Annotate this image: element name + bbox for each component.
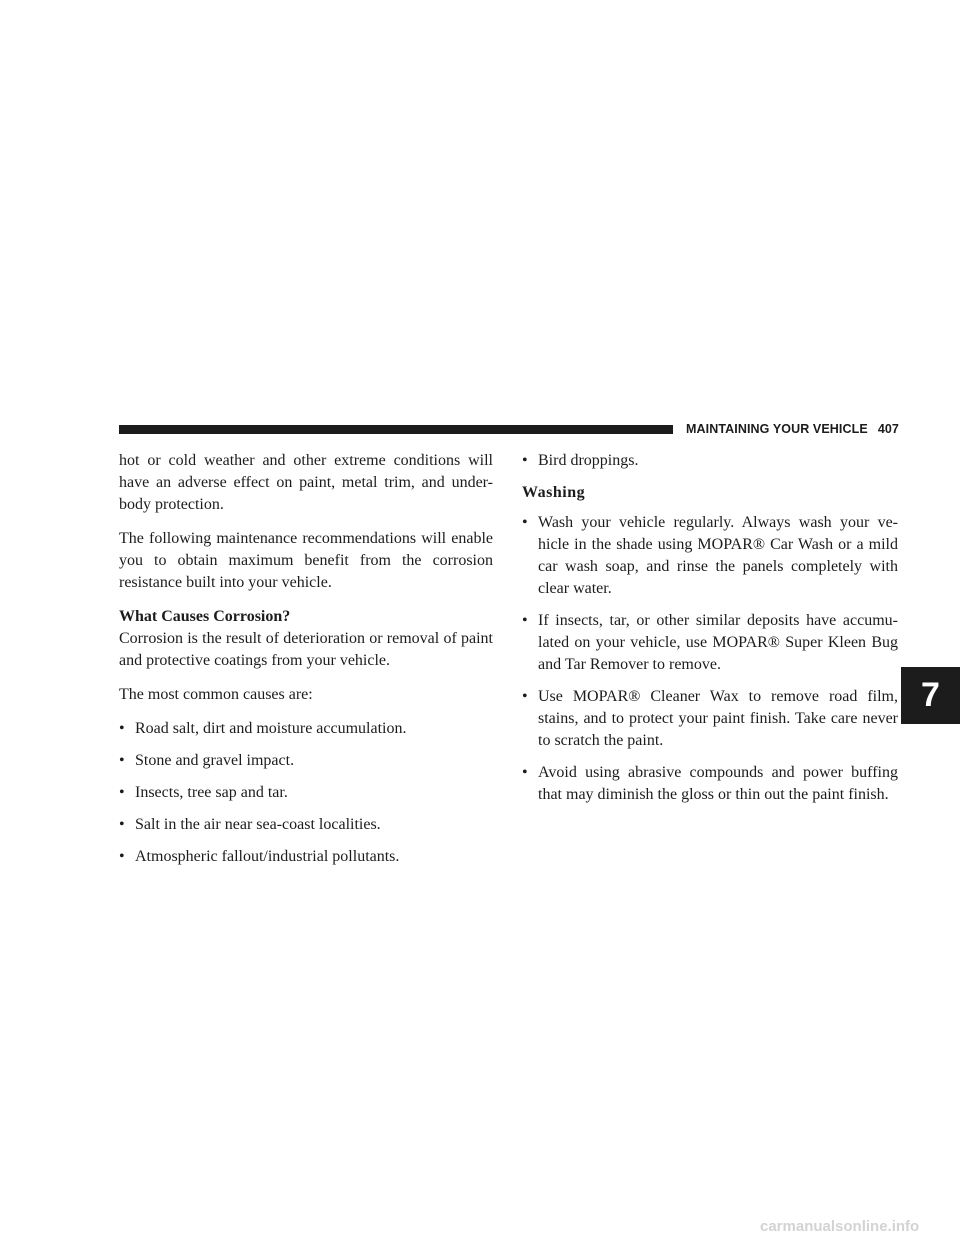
list-item: • Stone and gravel impact. <box>119 750 493 772</box>
list-item: • Insects, tree sap and tar. <box>119 782 493 804</box>
list-item: • Avoid using abrasive compounds and power buffing that may diminish the gloss or thin out the paint finish. <box>522 762 898 806</box>
list-item: • Salt in the air near sea-coast localities. <box>119 814 493 836</box>
list-item: • Road salt, dirt and moisture accumulation. <box>119 718 493 740</box>
bullet-icon: • <box>119 720 125 737</box>
section-heading: Washing <box>522 484 586 501</box>
running-header <box>686 422 899 436</box>
list-item: • Wash your vehicle regularly. Always wash your ve-hicle in the shade using MOPAR® Car Wash or a mild car wash soap, and rinse the panels completely with clear water. <box>522 512 898 600</box>
right-column <box>522 450 898 816</box>
bullet-icon: • <box>119 784 125 801</box>
list-item: • If insects, tar, or other similar deposits have accumu-lated on your vehicle, use MOPAR® Super Kleen Bug and Tar Remover to remove. <box>522 610 898 676</box>
page-number: 407 <box>877 422 899 436</box>
paragraph: The most common causes are: <box>119 686 313 703</box>
watermark: carmanualsonline.info <box>760 1218 920 1235</box>
list-item: • Bird droppings. <box>522 450 898 472</box>
bullet-icon: • <box>522 612 528 629</box>
list-item: • Use MOPAR® Cleaner Wax to remove road film, stains, and to protect your paint finish. Take care never to scratch the paint. <box>522 686 898 752</box>
header-rule <box>119 425 673 434</box>
chapter-tab: 7 <box>901 667 960 724</box>
paragraph: The following maintenance recommendations will enable you to obtain maximum benefit from the corrosion resistance built into your vehicle. <box>119 530 493 591</box>
bullet-icon: • <box>522 452 528 469</box>
left-column <box>119 450 493 878</box>
bullet-icon: • <box>522 764 528 781</box>
list-item: • Atmospheric fallout/industrial pollutants. <box>119 846 493 868</box>
section-heading: What Causes Corrosion? <box>119 608 291 625</box>
bullet-icon: • <box>119 752 125 769</box>
bullet-icon: • <box>119 816 125 833</box>
paragraph: Corrosion is the result of deterioration or removal of paint and protective coatings from your vehicle. <box>119 630 493 669</box>
bullet-icon: • <box>522 514 528 531</box>
section-title: MAINTAINING YOUR VEHICLE <box>686 422 868 436</box>
bullet-icon: • <box>119 848 125 865</box>
bullet-icon: • <box>522 688 528 705</box>
paragraph: hot or cold weather and other extreme conditions will have an adverse effect on paint, metal trim, and under-body protection. <box>119 452 493 513</box>
